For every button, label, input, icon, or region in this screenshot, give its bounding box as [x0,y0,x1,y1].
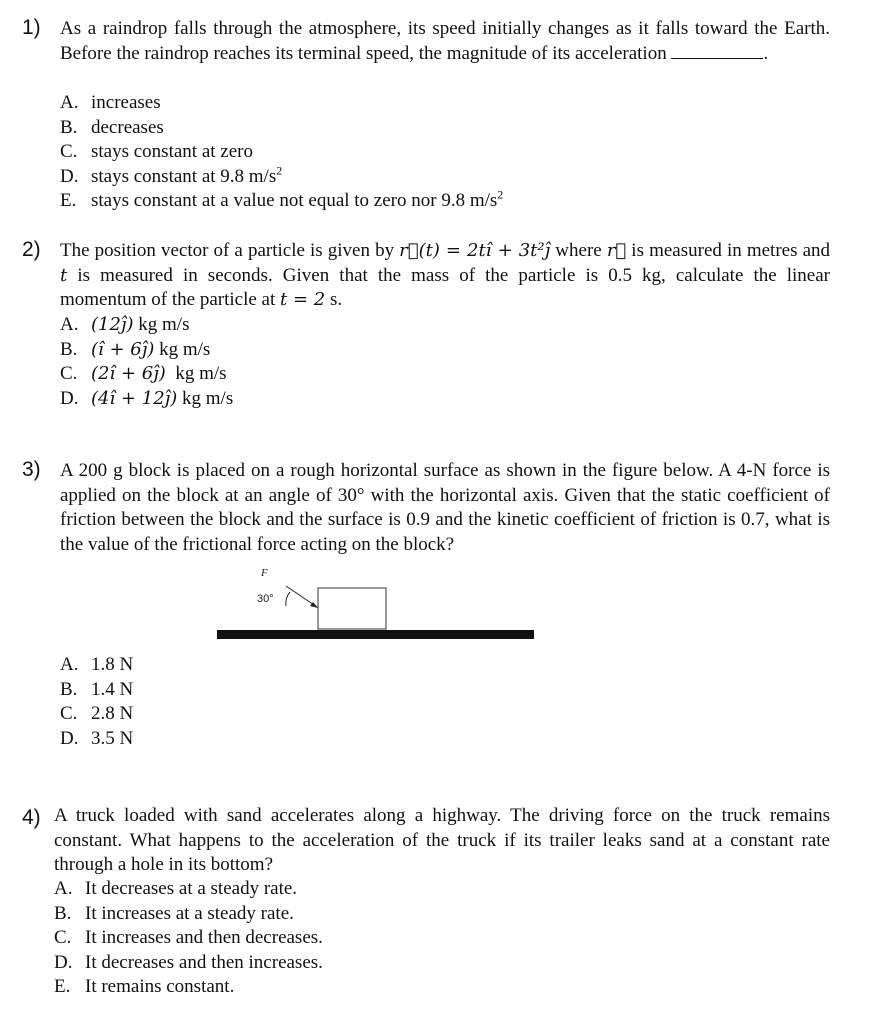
option[interactable]: A. 1.8 N [60,654,134,675]
question-3-stem: A 200 g block is placed on a rough horizontal surface as shown in the figure below. A 4-N force is applied on the block at an angle of 30° with the horizontal axis. Given that the static coefficient of friction between the block and the surface is 0.9 and the kinetic coefficient of friction is 0.7, what is the value of the frictional force acting on the block? [60,460,830,555]
horizontal-surface [217,630,534,639]
question-1-stem: As a raindrop falls through the atmosphere, its speed initially changes as it falls toward the Earth. Before the raindrop reaches its terminal speed, the magnitude of its acceleration . [60,18,830,64]
answer-blank [671,42,763,59]
question-2-options [60,313,233,411]
question-4-options [54,877,323,1000]
question-4-number: 4) [22,806,41,829]
option[interactable]: B. It increases at a steady rate. [54,902,294,924]
option[interactable]: D. stays constant at 9.8 $m/s^2$ [60,163,283,187]
question-3-options [60,653,133,751]
block-force-diagram [214,560,538,646]
option[interactable]: C. It increases and then decreases. [54,927,323,948]
angle-arc [286,592,290,606]
option[interactable]: E. stays constant at a value not equal to zero nor 9.8 $m/s^2$ [60,187,504,211]
option[interactable]: C. 2.8 N [60,703,134,724]
angle-label: 30° [257,593,274,605]
question-2-number: 2) [22,238,41,261]
option[interactable]: B. decreases [60,116,164,138]
question-1-text: As a raindrop falls through the atmosphere, its speed initially changes as it falls toward the Earth. Before the raindrop reaches its terminal speed, the magnitude of its acceleration [60,18,830,64]
question-2-stem: The position vector of a particle is given by r⃗(t) = 2tî + 3t²ĵ where r⃗ is measured in metres and t is measured in seconds. Given that the mass of the particle is 0.5 kg, calculate the linear momentum of the particle at t = 2 s. [60,240,830,310]
question-3-number: 3) [22,458,41,481]
option[interactable]: E. It remains constant. [54,976,235,997]
question-4-stem: A truck loaded with sand accelerates along a highway. The driving force on the truck remains constant. What happens to the acceleration of the truck if its trailer leaks sand at a constant rate through a hole in its bottom? [54,805,830,875]
option[interactable]: B. 1.4 N [60,678,134,700]
option[interactable]: D. 3.5 N [60,727,134,749]
question-1-number: 1) [22,16,41,39]
option[interactable]: B. (î + 6ĵ) kg m/s [60,338,211,360]
option[interactable]: C. (2î + 6ĵ) kg m/s [60,363,227,384]
question-1-options [60,91,503,214]
option[interactable]: C. stays constant at zero [60,141,253,162]
option[interactable]: D. It decreases and then increases. [54,951,323,973]
option[interactable]: A. increases [60,92,161,113]
option[interactable]: D. (4î + 12ĵ) kg m/s [60,387,234,409]
option[interactable]: A. (12ĵ) kg m/s [60,314,190,335]
block [318,588,386,629]
option[interactable]: A. It decreases at a steady rate. [54,878,298,899]
position-vector-equation: r⃗(t) = 2tî + 3t²ĵ [399,240,551,261]
force-label: F [261,567,268,579]
